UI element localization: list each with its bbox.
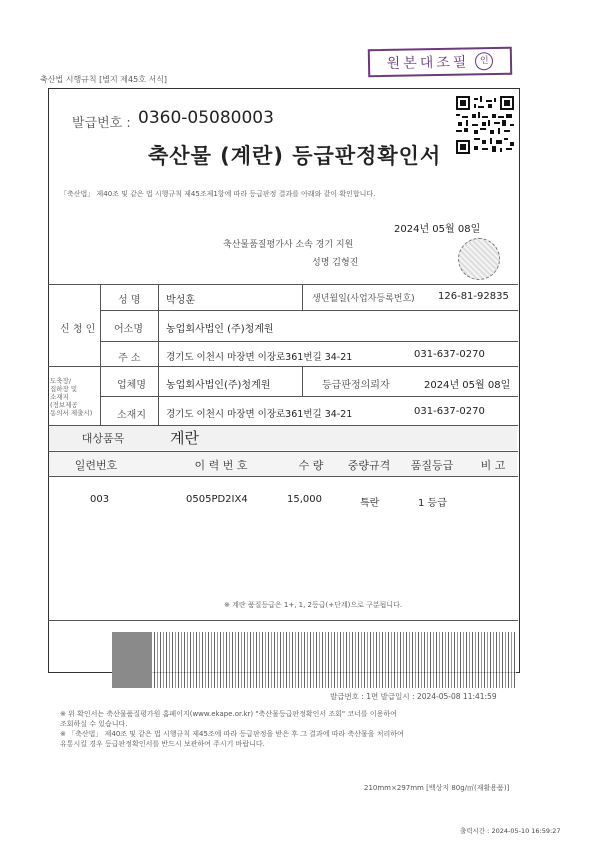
business-phone: 031-637-0270 bbox=[414, 406, 485, 417]
page-info: 발급번호 : 1면 발급일시 : 2024-05-08 11:41:59 bbox=[330, 692, 497, 701]
column-header: 일련번호 bbox=[74, 459, 118, 472]
request-date: 2024년 05월 08일 bbox=[424, 380, 511, 391]
note-line: ※ 위 확인서는 축산물품질평가원 홈페이지(www.ekape.or.kr) "축산물등급판정확인서 조회" 코너를 이용하여 bbox=[60, 710, 397, 718]
issue-number-label: 발급번호 : bbox=[72, 116, 131, 131]
rule bbox=[100, 341, 518, 342]
grader-affiliation: 축산물품질평가사 소속 경기 지원 bbox=[223, 240, 354, 250]
rule bbox=[100, 310, 518, 311]
location-label: 소재지 bbox=[117, 410, 146, 421]
column-header: 품질등급 bbox=[410, 459, 454, 472]
rule bbox=[158, 284, 159, 425]
business-name: 농업회사법인(주)청계원 bbox=[166, 380, 271, 391]
business-id-label: 생년월일(사업자등록번호) bbox=[312, 294, 415, 304]
column-header: 비 고 bbox=[480, 459, 506, 472]
applicant-name: 박성훈 bbox=[166, 295, 195, 306]
rule bbox=[302, 366, 303, 396]
issue-number: 0360-05080003 bbox=[138, 108, 274, 128]
column-header: 중량규격 bbox=[347, 459, 391, 472]
stamp-text: 원본대조필 bbox=[386, 54, 470, 72]
official-seal-icon bbox=[458, 238, 500, 280]
note-line: 조회하실 수 있습니다. bbox=[60, 720, 128, 728]
rule bbox=[48, 620, 518, 621]
item-value: 계란 bbox=[170, 429, 199, 447]
row-weight-class: 특란 bbox=[360, 498, 380, 509]
business-location: 경기도 이천시 마장면 이장로361번길 34-21 bbox=[166, 409, 353, 420]
business-name-label: 업체명 bbox=[117, 380, 146, 391]
rule bbox=[48, 476, 518, 477]
note-line: 유통시킬 경우 등급판정확인서를 반드시 보관하여 주시기 바랍니다. bbox=[60, 740, 265, 748]
row-quantity: 15,000 bbox=[287, 494, 322, 505]
note-line: ※ 「축산법」 제40조 및 같은 법 시행규칙 제45조에 따라 등급판정을 받은 후 그 결과에 따라 축산물을 처리하여 bbox=[60, 730, 404, 738]
applicant-phone: 031-637-0270 bbox=[414, 349, 485, 360]
form-title: 축산법 시행규칙 [별지 제45호 서식] bbox=[40, 75, 168, 84]
business-id: 126-81-92835 bbox=[438, 291, 509, 302]
address-label: 주 소 bbox=[118, 353, 141, 364]
intro-text: 「축산법」 제40조 및 같은 법 시행규칙 제45조제1항에 따라 등급판정 결과를 아래와 같이 확인합니다. bbox=[60, 190, 376, 198]
requester-label: 등급판정의뢰자 bbox=[322, 380, 390, 391]
row-serial: 003 bbox=[90, 494, 110, 505]
print-timestamp: 출력시간 : 2024-05-10 16:59:27 bbox=[460, 827, 561, 835]
name-label: 성 명 bbox=[118, 295, 141, 306]
barcode-marker bbox=[112, 632, 152, 688]
column-header: 수 량 bbox=[298, 459, 324, 472]
item-label: 대상품목 bbox=[81, 432, 125, 445]
applicant-address: 경기도 이천시 마장면 이장로361번길 34-21 bbox=[166, 352, 353, 363]
facility-section-label: 도축장/ 집하장 및 소재지 (정보제공 동의서 제출시) bbox=[50, 377, 93, 417]
grade-footnote: ※ 계란 품질등급은 1+, 1, 2등급(+단계)으로 구분됩니다. bbox=[224, 601, 403, 609]
row-trace-number: 0505PD2IX4 bbox=[186, 494, 248, 505]
rule bbox=[48, 366, 518, 367]
affiliation-label: 어소명 bbox=[114, 324, 143, 335]
document-barcode bbox=[112, 632, 516, 688]
qr-code-icon bbox=[456, 96, 514, 154]
paper-size-info: 210mm×297mm [백상지 80g/㎡(재활용품)] bbox=[364, 784, 510, 792]
notes bbox=[60, 709, 520, 749]
rule bbox=[100, 396, 518, 397]
rule bbox=[48, 284, 518, 285]
issue-date: 2024년 05월 08일 bbox=[394, 224, 481, 235]
rule bbox=[302, 284, 303, 310]
stamp-seal: 인 bbox=[475, 52, 493, 70]
applicant-section-label: 신 청 인 bbox=[60, 324, 96, 335]
column-header: 이 력 번 호 bbox=[194, 459, 248, 472]
document-title: 축산물 (계란) 등급판정확인서 bbox=[148, 144, 442, 168]
original-copy-stamp bbox=[368, 47, 512, 78]
rule bbox=[100, 284, 101, 425]
affiliation: 농업회사법인 (주)청계원 bbox=[166, 324, 274, 335]
row-quality-grade: 1 등급 bbox=[418, 498, 447, 509]
grader-name: 성명 김형진 bbox=[312, 258, 359, 268]
